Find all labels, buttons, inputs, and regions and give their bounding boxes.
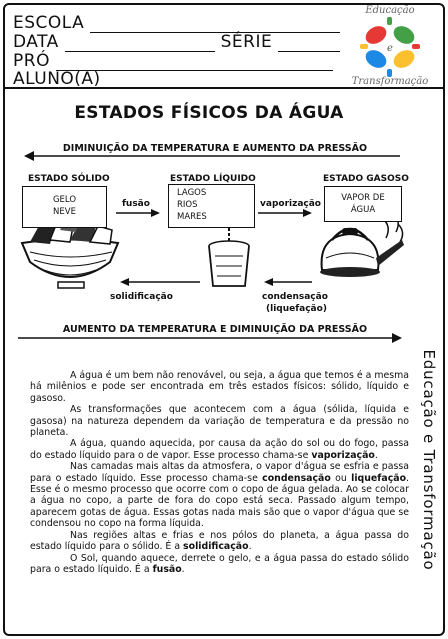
paragraph-text: . xyxy=(248,541,252,553)
liquefaction-label: (liquefação) xyxy=(266,304,327,314)
aluno-label: ALUNO(A) xyxy=(13,69,101,89)
liquid-item: MARES xyxy=(177,212,207,222)
liquid-state-label: ESTADO LÍQUIDO xyxy=(170,174,256,184)
pro-label: PRÓ xyxy=(13,51,50,71)
body-paragraph xyxy=(30,438,409,461)
fusion-label: fusão xyxy=(122,199,150,209)
liquid-item: LAGOS xyxy=(177,188,207,198)
serie-label: SÉRIE xyxy=(220,32,273,52)
gas-item: VAPOR DE xyxy=(341,193,385,203)
logo-middle-text: e xyxy=(387,43,393,54)
key-term: fusão xyxy=(152,563,182,575)
paragraph-text: A água, quando aquecida, por causa da ação do sol ou do fogo, passa do estado líquido para o de vapor. Esse processo chama-se xyxy=(30,438,409,461)
side-text-label: Educação e Transformação xyxy=(420,349,438,571)
paragraph-text: Nas regiões altas e frias e nos pólos do planeta, a água passa do estado líquido para o sólido. É a xyxy=(30,529,409,553)
gas-box xyxy=(324,186,402,222)
key-term: liquefação xyxy=(351,472,407,484)
body-paragraph xyxy=(30,370,409,404)
paragraph-text: O Sol, quando aquece, derrete o gelo, e a água passa do estado sólido para o estado líquido. É a xyxy=(30,552,409,575)
condensation-label: condensação xyxy=(262,292,328,302)
top-arrow-label: DIMINUIÇÃO DA TEMPERATURA E AUMENTO DA PRESSÃO xyxy=(62,143,368,154)
bottom-arrow-label: AUMENTO DA TEMPERATURA E DIMINUIÇÃO DA PRESSÃO xyxy=(62,324,368,335)
logo-bottom-text: Transformação xyxy=(351,76,429,87)
vaporization-label: vaporização xyxy=(260,199,321,209)
key-term: condensação xyxy=(262,472,331,484)
key-term: solidificação xyxy=(183,541,249,553)
liquid-item: RIOS xyxy=(177,200,198,210)
paragraph-text: . xyxy=(181,563,185,575)
solidification-label: solidificação xyxy=(110,292,173,302)
side-text xyxy=(415,300,443,620)
solid-item: GELO xyxy=(52,195,77,205)
body-paragraph xyxy=(30,553,409,576)
logo-top-text: Educação xyxy=(365,5,415,16)
solid-state-label: ESTADO SÓLIDO xyxy=(28,174,110,184)
data-label: DATA xyxy=(13,32,59,52)
body-paragraph xyxy=(30,404,409,438)
solid-box xyxy=(22,186,107,228)
key-term: vaporização xyxy=(311,449,375,461)
paragraph-text: . xyxy=(374,449,378,461)
paragraph-text: As transformações que acontecem com a água (sólida, líquida e gasosa) na natureza dependem da variação de temperatura e da pressão no planeta. xyxy=(30,404,409,439)
page-title: ESTADOS FÍSICOS DA ÁGUA xyxy=(74,103,344,123)
body-paragraph xyxy=(30,461,409,529)
paragraph-text: ou xyxy=(330,472,352,484)
paragraph-text: A água é um bem não renovável, ou seja, a água que temos é a mesma há milênios e pode ser encontrada em três estados físicos: sólido, líquido e gasoso. xyxy=(30,370,409,404)
solid-item: NEVE xyxy=(53,207,76,217)
paragraph-text: Nas camadas mais altas da atmosfera, o vapor d'água se esfria e passa para o estado líquido. Esse processo chama-se xyxy=(30,461,409,484)
gas-item: ÁGUA xyxy=(350,205,376,215)
paragraph-text: . Esse é o mesmo processo que ocorre com o copo de água gelada. Ao se colocar a água no copo, a parte de fora do copo está seca. Passado algum tempo, aparecem gotas de água. Essas gotas nada mais são que o vapor d'água que se condensou no copo na forma líquida. xyxy=(30,472,410,530)
liquid-box xyxy=(168,184,255,228)
body-text xyxy=(30,370,409,575)
body-paragraph xyxy=(30,530,409,553)
escola-label: ESCOLA xyxy=(13,13,85,33)
gas-state-label: ESTADO GASOSO xyxy=(323,174,409,184)
